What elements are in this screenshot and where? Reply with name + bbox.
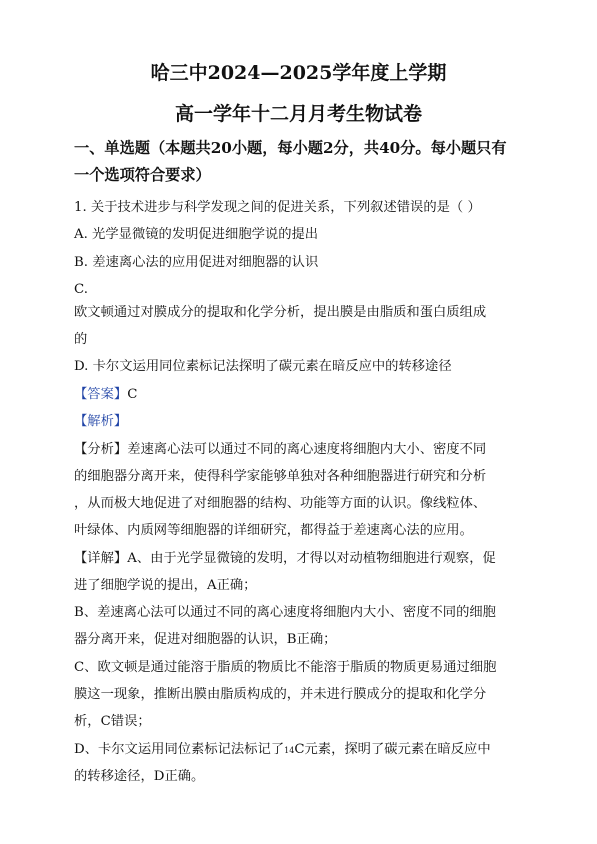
detail-c-line1: C、欧文顿是通过能溶于脂质的物质比不能溶于脂质的物质更易通过细胞 (74, 660, 497, 675)
exam-title-line1: 哈三中2024—2025学年度上学期 (150, 62, 447, 84)
option-b: B. 差速离心法的应用促进对细胞器的认识 (74, 255, 319, 270)
detail-c-line3: 析，C错误； (74, 714, 151, 729)
fenxi-line3: ，从而极大地促进了对细胞器的结构、功能等方面的认识。像线粒体、 (74, 496, 487, 511)
fenxi-line4: 叶绿体、内质网等细胞器的详细研究，都得益于差速离心法的应用。 (74, 523, 473, 538)
detail-c-line2: 膜这一现象，推断出膜由脂质构成的，并未进行膜成分的提取和化学分 (74, 687, 487, 702)
option-c-line2: 的 (74, 332, 88, 347)
detail-d-line1 (74, 743, 491, 756)
question-stem: 1. 关于技术进步与科学发现之间的促进关系，下列叙述错误的是（ ） (74, 200, 481, 215)
fenxi-label: 【分析】 (74, 442, 128, 457)
option-d: D. 卡尔文运用同位素标记法探明了碳元素在暗反应中的转移途径 (74, 359, 452, 374)
xiangjie-label: 【详解】 (74, 551, 128, 566)
option-c-line1: 欧文顿通过对膜成分的提取和化学分析，提出膜是由脂质和蛋白质组成 (74, 305, 487, 320)
detail-d-text-pre: D、卡尔文运用同位素标记法标记了 (74, 742, 285, 757)
answer-label: 【答案】 (74, 387, 128, 402)
answer-value: C (127, 387, 138, 402)
detail-b-line2: 器分离开来，促进对细胞器的认识，B正确； (74, 632, 337, 647)
answer-row (74, 388, 137, 401)
option-a: A. 光学显微镜的发明促进细胞学说的提出 (74, 227, 319, 242)
analysis-label: 【解析】 (74, 414, 128, 429)
detail-d-line2: 的转移途径，D正确。 (74, 769, 205, 784)
xiangjie-line1 (74, 552, 496, 565)
fenxi-text1: 差速离心法可以通过不同的离心速度将细胞内大小、密度不同 (127, 442, 487, 457)
option-c-label: C. (74, 282, 88, 297)
fenxi-line2: 的细胞器分离开来，使得科学家能够单独对各种细胞器进行研究和分析 (74, 469, 487, 484)
detail-b-line1: B、差速离心法可以通过不同的离心速度将细胞内大小、密度不同的细胞 (74, 605, 496, 620)
isotope-subscript: 14 (284, 746, 295, 755)
fenxi-line1 (74, 443, 486, 456)
detail-d-text-post: C元素，探明了碳元素在暗反应中 (294, 742, 491, 757)
exam-title-line2: 高一学年十二月月考生物试卷 (174, 103, 422, 125)
section-heading-line2: 一个选项符合要求） (74, 166, 211, 184)
xiangjie-text1: A、由于光学显微镜的发明，才得以对动植物细胞进行观察，促 (127, 551, 496, 566)
xiangjie-line2: 进了细胞学说的提出，A正确； (74, 578, 257, 593)
section-heading-line1: 一、单选题（本题共20小题，每小题2分，共40分。每小题只有 (74, 139, 507, 157)
